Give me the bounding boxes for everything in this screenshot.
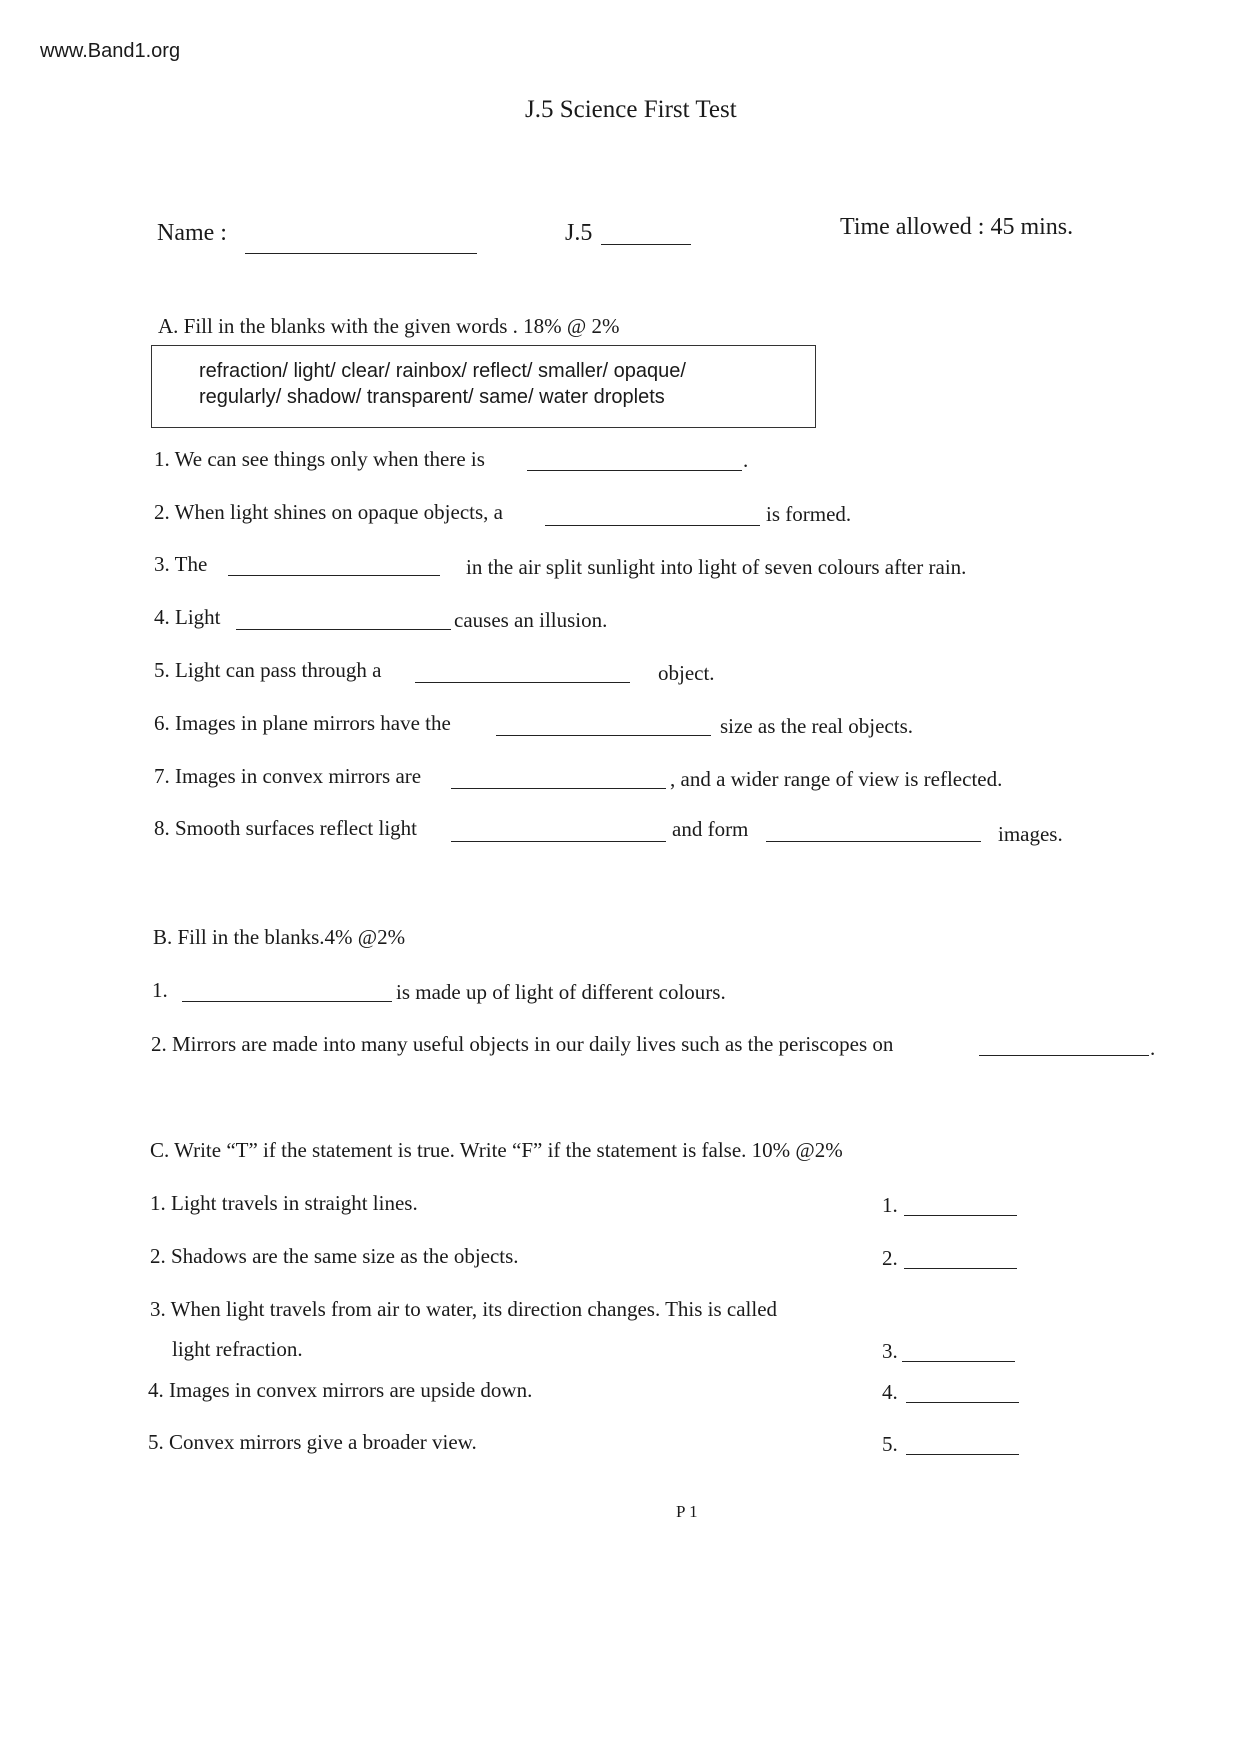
tf-item-4-num: 4. xyxy=(882,1380,898,1404)
time-allowed: Time allowed : 45 mins. xyxy=(840,214,1074,240)
tf-item-4-text: 4. Images in convex mirrors are upside down. xyxy=(148,1378,533,1402)
question-a4-text: 4. Light xyxy=(154,605,221,629)
tf-item-2-text: 2. Shadows are the same size as the objects. xyxy=(150,1244,519,1268)
page-title: J.5 Science First Test xyxy=(525,96,737,123)
question-a8-blank-2[interactable] xyxy=(766,840,981,842)
name-label: Name : xyxy=(157,220,227,246)
question-a2-end: is formed. xyxy=(766,502,852,526)
question-b2-text: 2. Mirrors are made into many useful objects in our daily lives such as the periscopes on xyxy=(151,1032,894,1056)
tf-item-3-text-cont: light refraction. xyxy=(172,1337,303,1361)
question-a4-blank[interactable] xyxy=(236,628,451,630)
question-a6-end: size as the real objects. xyxy=(720,714,913,738)
tf-item-4-answer[interactable] xyxy=(906,1401,1019,1403)
tf-item-1-text: 1. Light travels in straight lines. xyxy=(150,1191,418,1215)
tf-item-3-answer[interactable] xyxy=(902,1360,1015,1362)
tf-item-3-text: 3. When light travels from air to water, its direction changes. This is called xyxy=(150,1297,778,1321)
tf-item-5-text: 5. Convex mirrors give a broader view. xyxy=(148,1430,477,1454)
question-b1-end: is made up of light of different colours. xyxy=(396,980,726,1004)
name-blank[interactable] xyxy=(245,252,477,254)
question-a4-end: causes an illusion. xyxy=(454,608,608,632)
question-b1-num: 1. xyxy=(152,978,168,1002)
word-bank-box xyxy=(151,345,816,428)
question-a7-end: , and a wider range of view is reflected. xyxy=(670,767,1003,791)
question-a6-text: 6. Images in plane mirrors have the xyxy=(154,711,451,735)
class-label: J.5 xyxy=(565,220,593,246)
question-a8-middle: and form xyxy=(672,817,749,841)
question-a3-text: 3. The xyxy=(154,552,208,576)
section-c-heading: C. Write “T” if the statement is true. Write “F” if the statement is false. 10% @2% xyxy=(150,1138,843,1162)
word-bank-line-1: refraction/ light/ clear/ rainbox/ reflect/ smaller/ opaque/ xyxy=(199,360,686,382)
tf-item-2-answer[interactable] xyxy=(904,1267,1017,1269)
question-a7-text: 7. Images in convex mirrors are xyxy=(154,764,422,788)
question-a2-blank[interactable] xyxy=(545,524,760,526)
question-a8-blank-1[interactable] xyxy=(451,840,666,842)
question-b1-blank[interactable] xyxy=(182,1000,392,1002)
tf-item-3-num: 3. xyxy=(882,1339,898,1363)
question-a3-end: in the air split sunlight into light of seven colours after rain. xyxy=(466,555,967,579)
question-b2-end: . xyxy=(1150,1036,1156,1060)
question-a1-text: 1. We can see things only when there is xyxy=(154,447,485,471)
section-a-heading: A. Fill in the blanks with the given words . 18% @ 2% xyxy=(158,314,620,338)
question-a1-end: . xyxy=(743,448,749,472)
tf-item-2-num: 2. xyxy=(882,1246,898,1270)
question-a8-text: 8. Smooth surfaces reflect light xyxy=(154,816,418,840)
question-a1-blank[interactable] xyxy=(527,469,742,471)
question-a8-end: images. xyxy=(998,822,1063,846)
site-url: www.Band1.org xyxy=(40,40,181,62)
question-a6-blank[interactable] xyxy=(496,734,711,736)
question-a2-text: 2. When light shines on opaque objects, a xyxy=(154,500,503,524)
tf-item-1-answer[interactable] xyxy=(904,1214,1017,1216)
word-bank-line-2: regularly/ shadow/ transparent/ same/ water droplets xyxy=(199,386,665,408)
question-a5-text: 5. Light can pass through a xyxy=(154,658,382,682)
question-a3-blank[interactable] xyxy=(228,574,440,576)
question-a5-blank[interactable] xyxy=(415,681,630,683)
question-a5-end: object. xyxy=(658,661,715,685)
tf-item-1-num: 1. xyxy=(882,1193,898,1217)
page-number: P 1 xyxy=(676,1502,698,1521)
section-b-heading: B. Fill in the blanks.4% @2% xyxy=(153,925,406,949)
class-blank[interactable] xyxy=(601,243,691,245)
question-a7-blank[interactable] xyxy=(451,787,666,789)
tf-item-5-num: 5. xyxy=(882,1432,898,1456)
question-b2-blank[interactable] xyxy=(979,1054,1149,1056)
tf-item-5-answer[interactable] xyxy=(906,1453,1019,1455)
